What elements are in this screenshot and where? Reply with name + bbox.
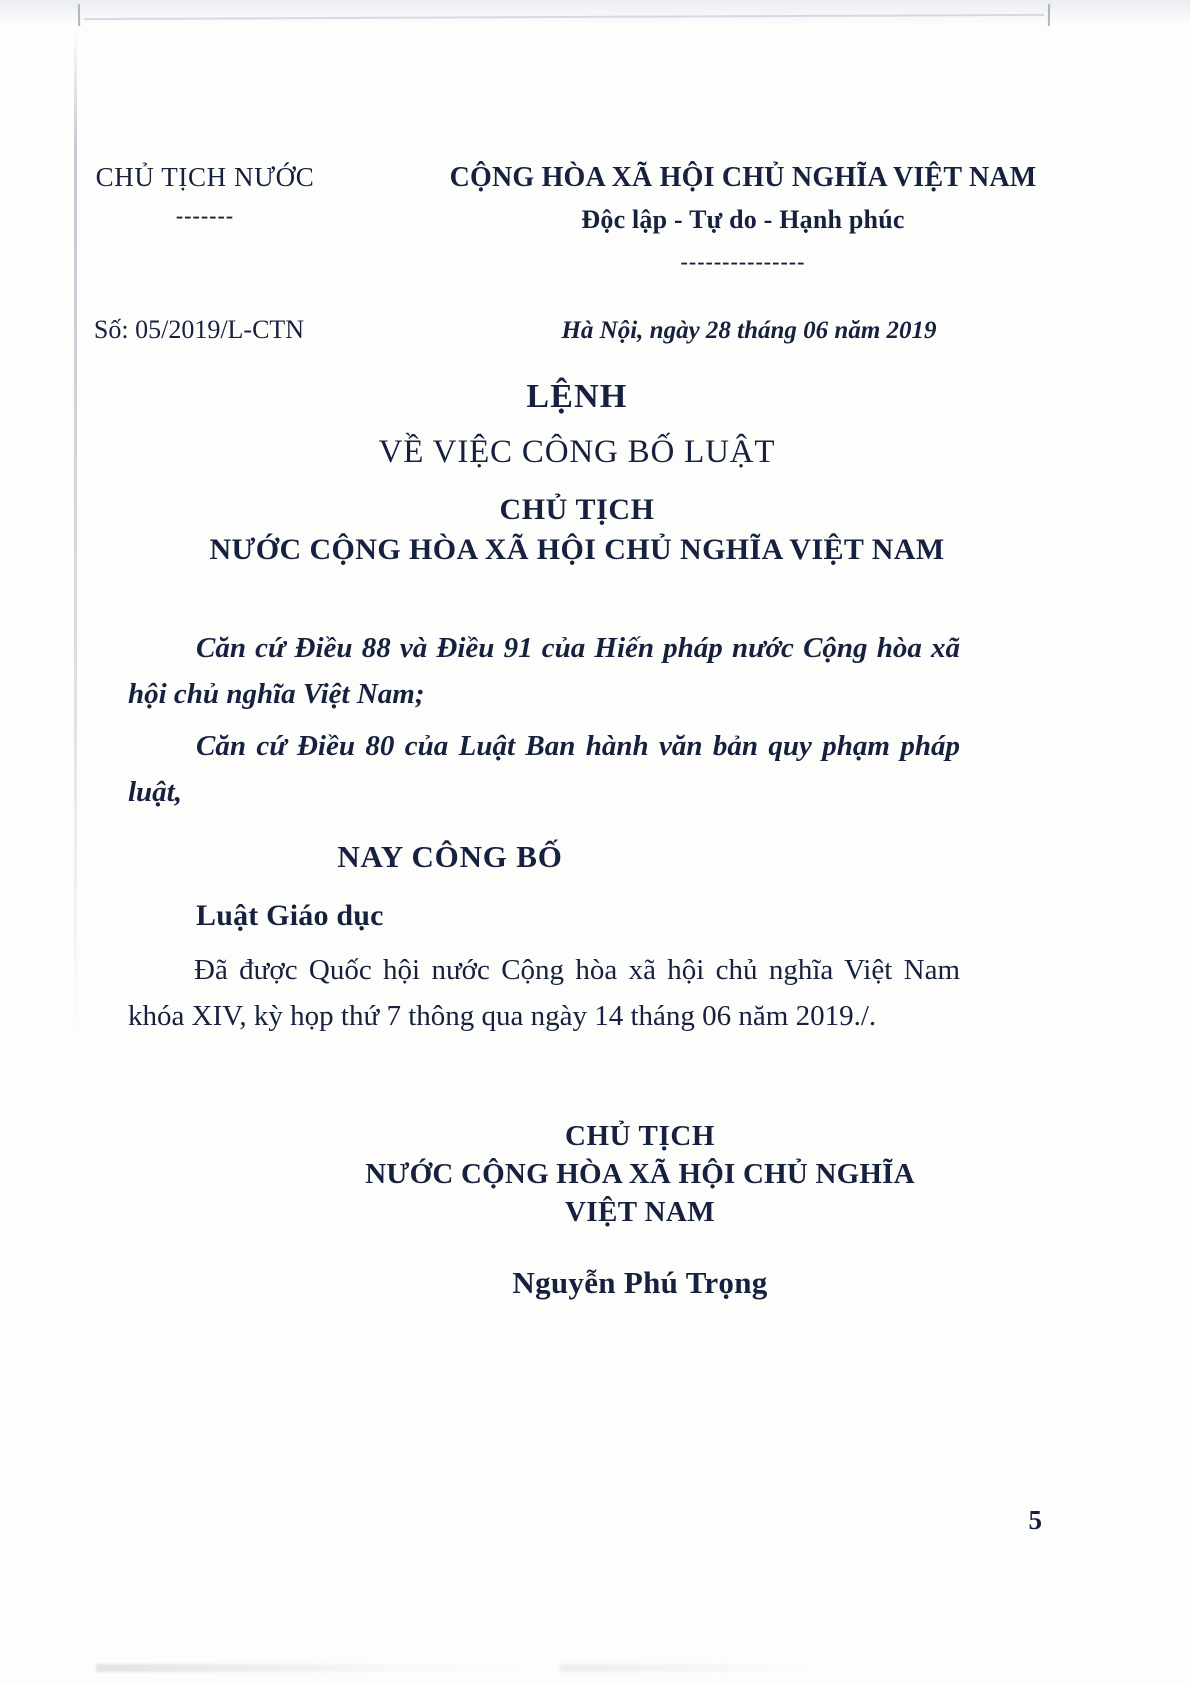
scan-corner-tick-right — [1048, 4, 1050, 26]
proclamation-heading: NAY CÔNG BỐ — [337, 839, 563, 874]
national-motto: Độc lập - Tự do - Hạnh phúc — [581, 205, 905, 234]
issuing-authority-block — [0, 162, 392, 227]
scan-bottom-artifact-right — [560, 1664, 810, 1672]
national-name: CỘNG HÒA XÃ HỘI CHỦ NGHĨA VIỆT NAM — [449, 162, 1037, 193]
authority-divider: ------- — [175, 203, 235, 228]
signatory-title-line-1: CHỦ TỊCH — [564, 1120, 716, 1152]
document-title-block — [0, 378, 1190, 567]
document-number: Số: 05/2019/L-CTN — [93, 315, 305, 344]
passage-paragraph: Đã được Quốc hội nước Cộng hòa xã hội chủ nghĩa Việt Nam khóa XIV, kỳ họp thứ 7 thông qua ngày 14 tháng 06 năm 2019./. — [128, 954, 960, 1032]
scan-corner-tick-left — [78, 4, 80, 26]
legal-basis-paragraph-2: Căn cứ Điều 80 của Luật Ban hành văn bản quy phạm pháp luật, — [128, 730, 960, 808]
document-body — [128, 625, 960, 1045]
scan-bottom-artifact-left — [96, 1664, 526, 1672]
legal-basis-paragraph-1: Căn cứ Điều 88 và Điều 91 của Hiến pháp nước Cộng hòa xã hội chủ nghĩa Việt Nam; — [128, 632, 960, 710]
signatory-title-line-3: VIỆT NAM — [564, 1196, 716, 1228]
document-place-date: Hà Nội, ngày 28 tháng 06 năm 2019 — [561, 317, 937, 344]
document-subtitle: VỀ VIỆC CÔNG BỐ LUẬT — [378, 434, 776, 470]
header-meta-row — [0, 315, 1190, 345]
promulgated-law-name: Luật Giáo dục — [196, 899, 384, 932]
header-top-row — [0, 162, 1190, 273]
title-authority-line-1: CHỦ TỊCH — [499, 493, 655, 526]
signatory-title-line-2: NƯỚC CỘNG HÒA XÃ HỘI CHỦ NGHĨA — [365, 1158, 915, 1190]
title-authority-line-2: NƯỚC CỘNG HÒA XÃ HỘI CHỦ NGHĨA VIỆT NAM — [209, 533, 945, 566]
scan-top-edge-artifact — [0, 0, 1190, 26]
document-header — [0, 162, 1190, 345]
document-title: LỆNH — [526, 378, 628, 415]
signer-name: Nguyễn Phú Trọng — [512, 1265, 768, 1300]
issuing-authority-name: CHỦ TỊCH NƯỚC — [95, 162, 315, 192]
signature-block — [330, 1120, 950, 1301]
motto-divider: --------------- — [680, 249, 806, 274]
national-heading-block — [392, 162, 1190, 273]
page-number: 5 — [1028, 1505, 1042, 1535]
